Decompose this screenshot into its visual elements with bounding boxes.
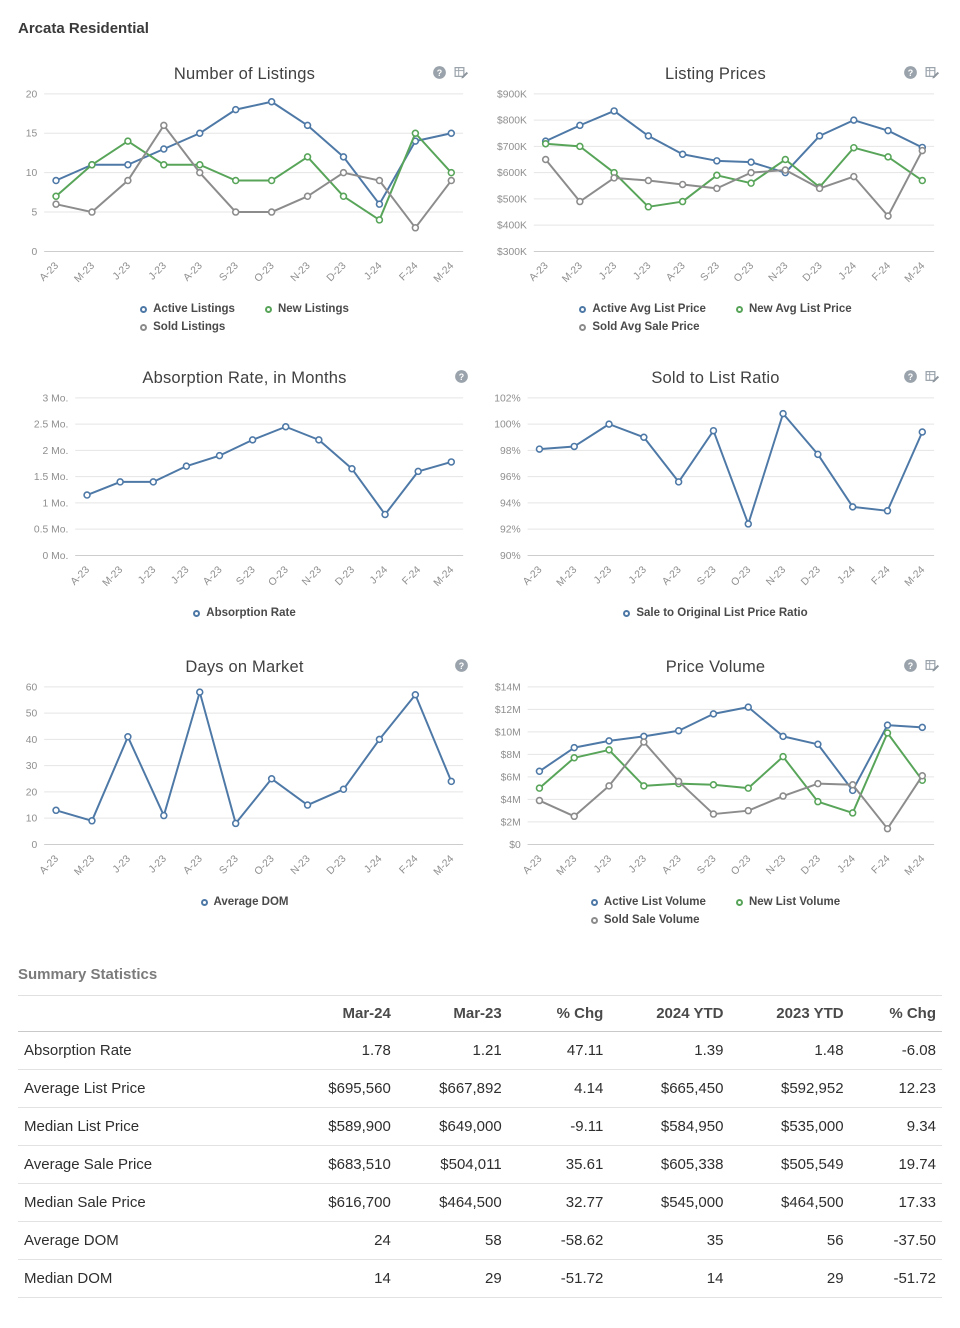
table-cell: -6.08 — [850, 1032, 942, 1070]
svg-text:D-23: D-23 — [333, 564, 358, 589]
svg-text:M-23: M-23 — [554, 853, 580, 878]
svg-text:M-24: M-24 — [431, 853, 457, 878]
table-cell: -51.72 — [850, 1260, 942, 1298]
chart-canvas[interactable] — [18, 86, 471, 298]
legend-marker-icon — [140, 324, 147, 331]
chart-icons — [903, 658, 940, 673]
row-label: Median Sale Price — [18, 1184, 277, 1222]
svg-text:94%: 94% — [500, 498, 521, 510]
table-cell: $695,560 — [277, 1070, 397, 1108]
svg-text:S-23: S-23 — [698, 260, 722, 284]
svg-text:J-23: J-23 — [110, 853, 133, 876]
svg-text:?: ? — [907, 372, 914, 383]
chart-icons — [903, 369, 940, 384]
svg-text:10: 10 — [25, 168, 38, 180]
chart-card-sold-to-list-ratio — [489, 361, 942, 622]
svg-text:D-23: D-23 — [324, 260, 349, 285]
svg-text:J-23: J-23 — [626, 564, 649, 587]
table-cell: 32.77 — [508, 1184, 610, 1222]
legend-label: New Avg List Price — [748, 303, 852, 316]
summary-table — [18, 995, 942, 1298]
charts-grid — [18, 57, 942, 926]
legend-label: New List Volume — [748, 896, 841, 909]
chart-icons — [454, 369, 469, 384]
row-label: Median DOM — [18, 1260, 277, 1298]
svg-text:$14M: $14M — [494, 682, 521, 694]
svg-text:M-23: M-23 — [100, 564, 126, 590]
number-of-listings-plot[interactable] — [18, 86, 471, 298]
legend — [193, 607, 295, 619]
legend-item[interactable] — [736, 303, 852, 315]
legend-marker-icon — [591, 917, 598, 924]
table-cell: -58.62 — [508, 1222, 610, 1260]
table-cell: 1.78 — [277, 1032, 397, 1070]
table-row — [18, 1222, 942, 1260]
column-header: Mar-24 — [277, 996, 397, 1032]
summary-section — [18, 966, 942, 1298]
legend — [579, 303, 851, 333]
svg-text:J-24: J-24 — [835, 853, 858, 876]
days-on-market-legend — [18, 893, 471, 911]
help-icon[interactable] — [454, 369, 469, 384]
svg-text:$800K: $800K — [497, 115, 527, 127]
svg-text:M-24: M-24 — [431, 564, 457, 590]
svg-text:J-23: J-23 — [597, 260, 620, 283]
legend-marker-icon — [736, 306, 743, 313]
chart-title: Price Volume — [665, 657, 766, 676]
svg-text:D-23: D-23 — [799, 853, 823, 878]
table-cell: $616,700 — [277, 1184, 397, 1222]
svg-text:15: 15 — [25, 128, 38, 140]
table-cell: $683,510 — [277, 1146, 397, 1184]
column-header: % Chg — [850, 996, 942, 1032]
svg-text:90%: 90% — [500, 551, 521, 563]
table-cell: $504,011 — [397, 1146, 508, 1184]
legend-item[interactable] — [591, 914, 700, 926]
svg-text:0: 0 — [31, 246, 38, 258]
svg-text:60: 60 — [25, 682, 38, 694]
table-row — [18, 1260, 942, 1298]
table-cell: $667,892 — [397, 1070, 508, 1108]
row-label: Average Sale Price — [18, 1146, 277, 1184]
legend-marker-icon — [736, 899, 743, 906]
row-label: Average List Price — [18, 1070, 277, 1108]
svg-text:N-23: N-23 — [766, 260, 791, 285]
svg-text:2 Mo.: 2 Mo. — [42, 446, 69, 458]
svg-text:F-24: F-24 — [869, 853, 893, 877]
svg-text:3 Mo.: 3 Mo. — [42, 393, 69, 405]
svg-text:98%: 98% — [500, 446, 521, 458]
svg-text:J-23: J-23 — [169, 564, 192, 587]
legend-item[interactable] — [579, 303, 706, 315]
svg-text:J-23: J-23 — [146, 260, 169, 283]
table-cell: $592,952 — [729, 1070, 849, 1108]
help-icon[interactable] — [903, 65, 918, 80]
svg-text:A-23: A-23 — [527, 260, 551, 284]
svg-text:D-23: D-23 — [799, 564, 823, 589]
svg-text:$10M: $10M — [494, 727, 521, 739]
table-cell: 1.39 — [609, 1032, 729, 1070]
svg-text:F-24: F-24 — [400, 564, 424, 588]
table-row — [18, 1070, 942, 1108]
legend-marker-icon — [623, 610, 630, 617]
svg-text:$300K: $300K — [497, 246, 527, 258]
absorption-rate-plot[interactable] — [18, 390, 471, 602]
days-on-market-plot[interactable] — [18, 679, 471, 891]
svg-text:96%: 96% — [500, 472, 521, 484]
chart-canvas[interactable] — [489, 679, 942, 891]
legend-item[interactable] — [140, 303, 235, 315]
table-cell: $649,000 — [397, 1108, 508, 1146]
chart-title: Absorption Rate, in Months — [142, 369, 347, 388]
svg-text:F-24: F-24 — [870, 260, 894, 284]
svg-text:S-23: S-23 — [695, 853, 719, 877]
legend-label: Active Avg List Price — [592, 303, 706, 316]
svg-text:$900K: $900K — [497, 89, 527, 101]
chart-options-icon[interactable] — [454, 65, 469, 80]
chart-icons — [903, 65, 940, 80]
svg-text:M-23: M-23 — [72, 260, 98, 285]
table-cell: $464,500 — [397, 1184, 508, 1222]
chart-icons — [454, 658, 469, 673]
legend-item[interactable] — [579, 321, 699, 333]
svg-text:A-23: A-23 — [37, 853, 62, 877]
svg-text:?: ? — [907, 660, 914, 671]
chart-title: Days on Market — [185, 657, 304, 676]
svg-text:A-23: A-23 — [521, 853, 545, 877]
svg-text:?: ? — [458, 660, 465, 671]
svg-text:D-23: D-23 — [801, 260, 825, 285]
chart-canvas[interactable] — [489, 86, 942, 298]
chart-canvas[interactable] — [18, 679, 471, 891]
table-row — [18, 1032, 942, 1070]
svg-text:1.5 Mo.: 1.5 Mo. — [33, 472, 69, 484]
price-volume-plot[interactable] — [489, 679, 942, 891]
legend-item[interactable] — [193, 607, 295, 619]
help-icon[interactable] — [903, 658, 918, 673]
chart-options-icon[interactable] — [925, 658, 940, 673]
svg-text:A-23: A-23 — [181, 260, 205, 284]
svg-text:N-23: N-23 — [289, 853, 313, 878]
svg-text:O-23: O-23 — [729, 853, 754, 878]
legend-label: Absorption Rate — [206, 607, 296, 620]
table-cell: 4.14 — [508, 1070, 610, 1108]
legend-item[interactable] — [736, 896, 840, 908]
table-cell: 58 — [397, 1222, 508, 1260]
table-cell: $584,950 — [609, 1108, 729, 1146]
svg-text:F-24: F-24 — [397, 853, 421, 877]
legend-label: Sale to Original List Price Ratio — [636, 607, 808, 620]
legend-marker-icon — [265, 306, 272, 313]
svg-text:J-23: J-23 — [146, 853, 169, 876]
svg-text:$8M: $8M — [500, 749, 521, 761]
table-cell: 17.33 — [850, 1184, 942, 1222]
svg-text:50: 50 — [25, 708, 38, 720]
legend-label: Sold Avg Sale Price — [592, 321, 700, 334]
svg-text:$0: $0 — [509, 839, 521, 851]
svg-text:O-23: O-23 — [252, 853, 277, 878]
svg-text:$400K: $400K — [497, 220, 527, 232]
svg-text:$500K: $500K — [497, 194, 527, 206]
summary-table-body — [18, 1032, 942, 1298]
svg-text:J-24: J-24 — [362, 260, 385, 283]
svg-text:M-24: M-24 — [902, 564, 928, 590]
table-cell: 47.11 — [508, 1032, 610, 1070]
table-cell: 29 — [397, 1260, 508, 1298]
help-icon[interactable] — [903, 369, 918, 384]
row-label: Absorption Rate — [18, 1032, 277, 1070]
table-cell: -51.72 — [508, 1260, 610, 1298]
chart-title: Number of Listings — [173, 65, 316, 83]
table-cell: $665,450 — [609, 1070, 729, 1108]
chart-canvas[interactable] — [489, 390, 942, 602]
svg-text:S-23: S-23 — [217, 853, 241, 877]
table-cell: 35 — [609, 1222, 729, 1260]
summary-heading: Summary Statistics — [18, 966, 158, 984]
column-header: 2024 YTD — [609, 996, 729, 1032]
table-cell: 24 — [277, 1222, 397, 1260]
svg-text:N-23: N-23 — [764, 853, 789, 878]
svg-text:?: ? — [436, 67, 443, 78]
table-cell: 14 — [277, 1260, 397, 1298]
svg-text:J-23: J-23 — [110, 260, 133, 283]
svg-text:40: 40 — [25, 734, 38, 746]
legend-marker-icon — [140, 306, 147, 313]
table-cell: 29 — [729, 1260, 849, 1298]
svg-text:S-23: S-23 — [217, 260, 241, 284]
svg-text:0 Mo.: 0 Mo. — [42, 551, 69, 563]
chart-options-icon[interactable] — [925, 369, 940, 384]
svg-text:100%: 100% — [494, 419, 521, 431]
svg-text:92%: 92% — [500, 524, 521, 536]
listing-prices-plot[interactable] — [489, 86, 942, 298]
svg-text:0: 0 — [31, 839, 38, 851]
table-cell: $505,549 — [729, 1146, 849, 1184]
column-header: 2023 YTD — [729, 996, 849, 1032]
legend — [140, 303, 349, 333]
svg-text:10: 10 — [25, 813, 38, 825]
table-cell: 1.21 — [397, 1032, 508, 1070]
svg-text:A-23: A-23 — [37, 260, 62, 284]
svg-text:S-23: S-23 — [234, 564, 258, 588]
legend-item[interactable] — [140, 321, 225, 333]
svg-text:O-23: O-23 — [732, 260, 757, 285]
svg-text:J-23: J-23 — [626, 853, 649, 876]
svg-text:A-23: A-23 — [521, 564, 545, 588]
svg-text:M-23: M-23 — [560, 260, 585, 285]
table-cell: 56 — [729, 1222, 849, 1260]
svg-text:30: 30 — [25, 761, 38, 773]
svg-text:?: ? — [458, 372, 465, 383]
svg-text:J-24: J-24 — [835, 564, 858, 587]
table-cell: $545,000 — [609, 1184, 729, 1222]
legend — [623, 607, 807, 619]
legend-marker-icon — [193, 610, 200, 617]
svg-text:J-23: J-23 — [592, 853, 615, 876]
svg-text:N-23: N-23 — [764, 564, 789, 589]
legend-label: Active List Volume — [603, 896, 706, 909]
svg-text:O-23: O-23 — [729, 564, 754, 589]
legend — [201, 896, 289, 908]
row-label: Average DOM — [18, 1222, 277, 1260]
svg-text:M-24: M-24 — [431, 260, 457, 285]
svg-text:0.5 Mo.: 0.5 Mo. — [33, 524, 69, 536]
row-label: Median List Price — [18, 1108, 277, 1146]
svg-text:F-24: F-24 — [869, 564, 893, 588]
svg-text:?: ? — [907, 67, 914, 78]
sold-to-list-ratio-plot[interactable] — [489, 390, 942, 602]
legend-marker-icon — [591, 899, 598, 906]
table-cell: 19.74 — [850, 1146, 942, 1184]
legend-label: Average DOM — [213, 896, 289, 909]
table-cell: -37.50 — [850, 1222, 942, 1260]
column-header — [18, 996, 277, 1032]
svg-text:M-24: M-24 — [902, 260, 928, 285]
legend-label: Sold Sale Volume — [603, 914, 700, 927]
chart-canvas[interactable] — [18, 390, 471, 602]
svg-text:$2M: $2M — [500, 817, 521, 829]
column-header: % Chg — [508, 996, 610, 1032]
table-row — [18, 1108, 942, 1146]
svg-text:D-23: D-23 — [324, 853, 349, 878]
table-row — [18, 1184, 942, 1222]
svg-text:N-23: N-23 — [300, 564, 324, 589]
chart-card-number-of-listings — [18, 57, 471, 333]
table-cell: $589,900 — [277, 1108, 397, 1146]
svg-text:A-23: A-23 — [201, 564, 225, 588]
legend — [591, 896, 840, 926]
svg-text:J-24: J-24 — [368, 564, 391, 587]
table-cell: $464,500 — [729, 1184, 849, 1222]
svg-text:J-23: J-23 — [592, 564, 615, 587]
svg-text:5: 5 — [31, 207, 38, 219]
legend-marker-icon — [201, 899, 208, 906]
legend-item[interactable] — [623, 607, 807, 619]
table-cell: -9.11 — [508, 1108, 610, 1146]
legend-item[interactable] — [591, 896, 706, 908]
svg-text:102%: 102% — [494, 393, 521, 405]
price-volume-legend — [489, 893, 942, 927]
table-cell: $535,000 — [729, 1108, 849, 1146]
svg-text:O-23: O-23 — [266, 564, 291, 589]
svg-text:J-24: J-24 — [362, 853, 385, 876]
page-title: Arcata Residential — [18, 20, 149, 37]
svg-text:2.5 Mo.: 2.5 Mo. — [33, 419, 69, 431]
table-row — [18, 1146, 942, 1184]
svg-text:20: 20 — [25, 787, 38, 799]
table-header-row — [18, 996, 942, 1032]
chart-card-listing-prices — [489, 57, 942, 333]
legend-label: Active Listings — [153, 303, 235, 316]
chart-options-icon[interactable] — [925, 65, 940, 80]
sold-to-list-ratio-legend — [489, 604, 942, 622]
svg-text:20: 20 — [25, 89, 38, 101]
svg-text:$700K: $700K — [497, 141, 527, 153]
help-icon[interactable] — [432, 65, 447, 80]
legend-item[interactable] — [265, 303, 349, 315]
svg-text:A-23: A-23 — [68, 564, 93, 588]
svg-text:1 Mo.: 1 Mo. — [42, 498, 69, 510]
chart-icons — [432, 65, 469, 80]
chart-title: Listing Prices — [665, 65, 766, 83]
svg-text:J-23: J-23 — [136, 564, 159, 587]
svg-text:$12M: $12M — [494, 704, 521, 716]
svg-text:M-24: M-24 — [902, 853, 928, 878]
column-header: Mar-23 — [397, 996, 508, 1032]
svg-text:A-23: A-23 — [181, 853, 205, 877]
absorption-rate-legend — [18, 604, 471, 622]
listing-prices-legend — [489, 300, 942, 334]
svg-text:A-23: A-23 — [660, 853, 684, 877]
svg-text:J-23: J-23 — [631, 260, 654, 283]
table-cell: 12.23 — [850, 1070, 942, 1108]
table-cell: 1.48 — [729, 1032, 849, 1070]
table-cell: 9.34 — [850, 1108, 942, 1146]
svg-text:$6M: $6M — [500, 772, 521, 784]
chart-card-absorption-rate — [18, 361, 471, 622]
chart-card-price-volume — [489, 650, 942, 926]
svg-text:A-23: A-23 — [664, 260, 688, 284]
svg-text:J-24: J-24 — [836, 260, 859, 283]
svg-text:$4M: $4M — [500, 794, 521, 806]
svg-text:F-24: F-24 — [397, 260, 421, 284]
legend-marker-icon — [579, 324, 586, 331]
legend-label: Sold Listings — [153, 321, 226, 334]
table-cell: 14 — [609, 1260, 729, 1298]
chart-card-days-on-market — [18, 650, 471, 926]
svg-text:M-23: M-23 — [554, 564, 580, 590]
legend-item[interactable] — [201, 896, 289, 908]
svg-text:M-23: M-23 — [72, 853, 98, 878]
table-cell: $605,338 — [609, 1146, 729, 1184]
number-of-listings-legend — [18, 300, 471, 334]
chart-title: Sold to List Ratio — [651, 369, 780, 388]
table-cell: 35.61 — [508, 1146, 610, 1184]
legend-label: New Listings — [277, 303, 349, 316]
summary-table-head — [18, 996, 942, 1032]
svg-text:A-23: A-23 — [660, 564, 684, 588]
legend-marker-icon — [579, 306, 586, 313]
svg-text:$600K: $600K — [497, 168, 527, 180]
svg-text:S-23: S-23 — [695, 564, 719, 588]
help-icon[interactable] — [454, 658, 469, 673]
svg-text:N-23: N-23 — [289, 260, 313, 285]
svg-text:O-23: O-23 — [252, 260, 277, 285]
